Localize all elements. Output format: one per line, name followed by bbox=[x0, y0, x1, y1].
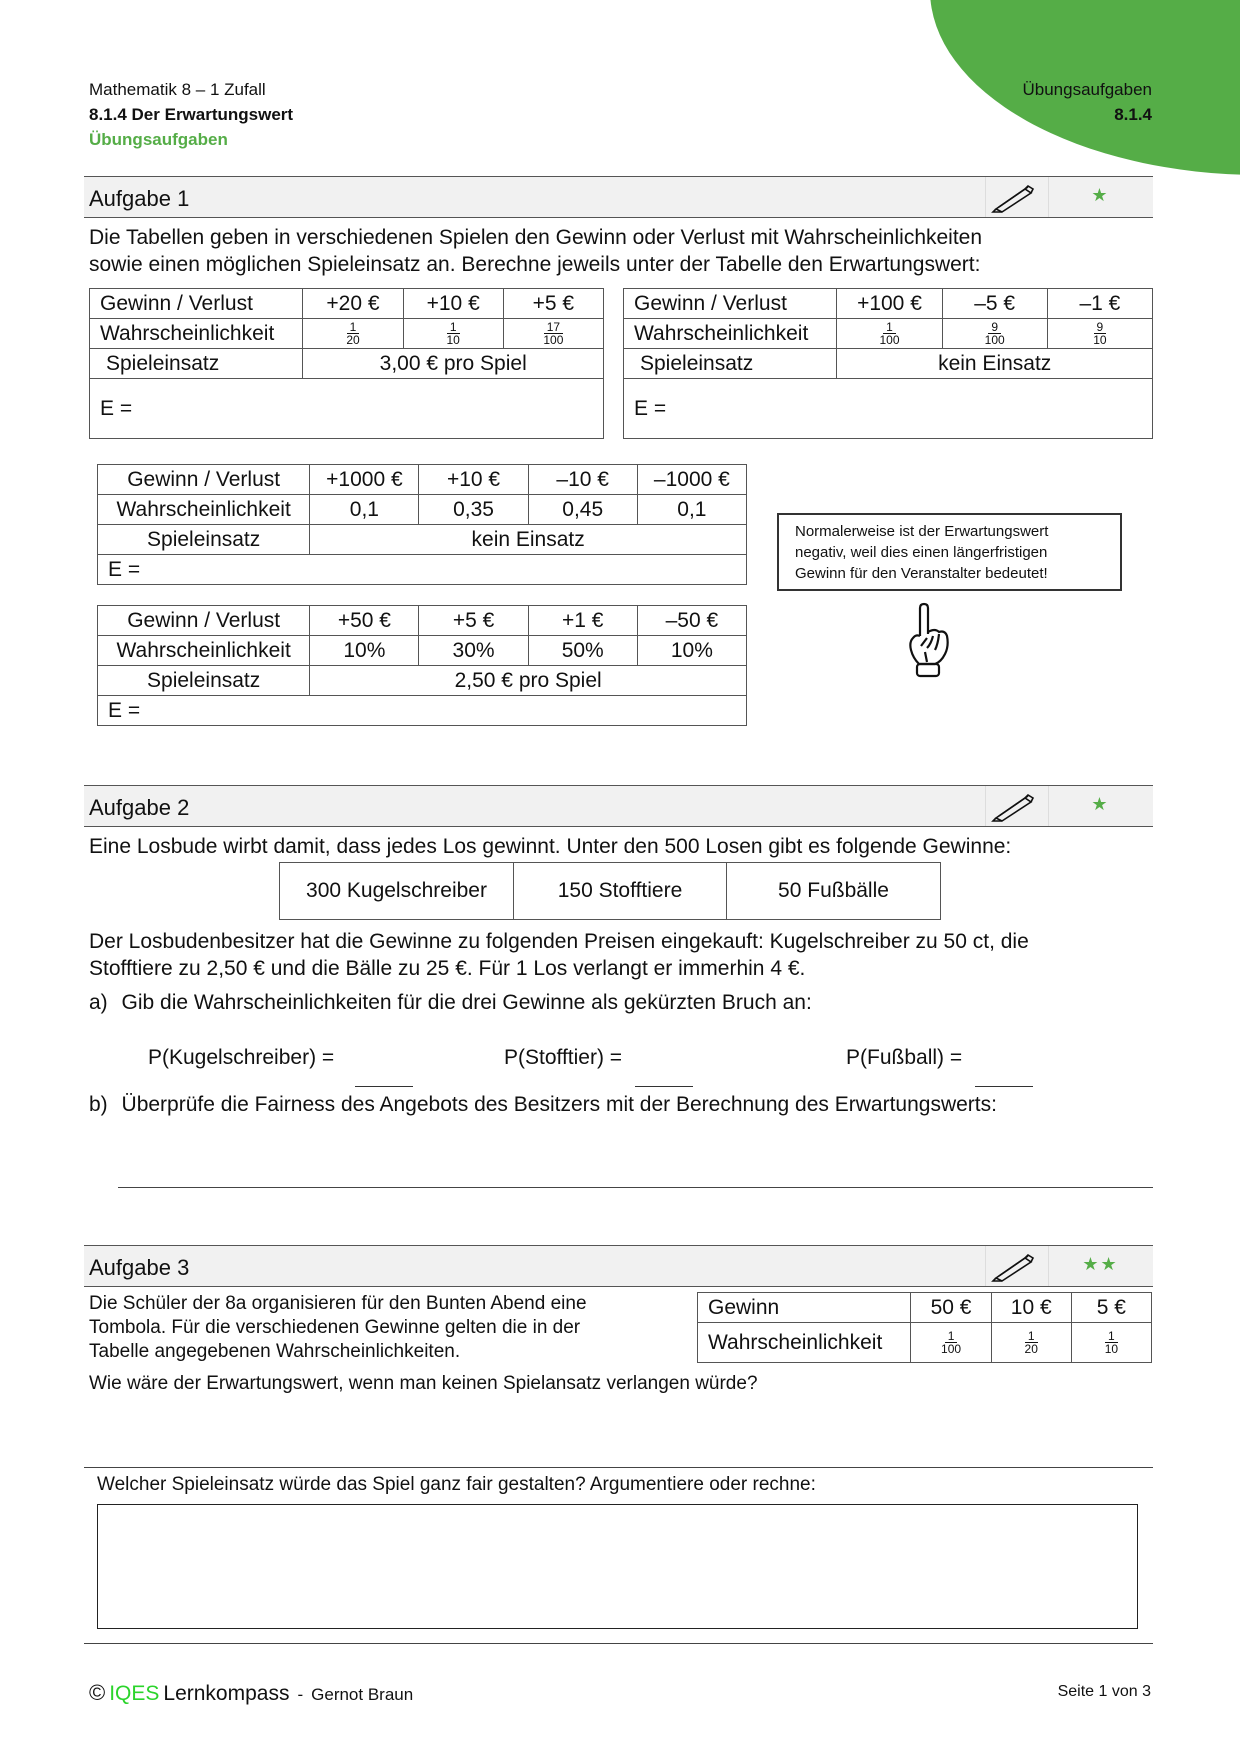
p-fussball-label: P(Fußball) = bbox=[846, 1046, 963, 1069]
difficulty-stars: ★★ bbox=[1082, 1254, 1119, 1274]
subject-line: Mathematik 8 – 1 Zufall bbox=[89, 80, 266, 99]
prices-line: Stofftiere zu 2,50 € und die Bälle zu 25 €. Für 1 Los verlangt er immerhin 4 €. bbox=[89, 957, 806, 980]
p-stofftier-label: P(Stofftier) = bbox=[504, 1046, 623, 1069]
prob-label: Wahrscheinlichkeit bbox=[98, 495, 310, 525]
note-line: Normalerweise ist der Erwartungswert bbox=[795, 523, 1049, 540]
prob-label: Wahrscheinlichkeit bbox=[90, 319, 303, 349]
prize-cell: 300 Kugelschreiber bbox=[280, 863, 514, 920]
prob-value: 0,1 bbox=[310, 495, 419, 525]
task3-text bbox=[89, 1292, 587, 1364]
page-number: Seite 1 von 3 bbox=[1057, 1683, 1151, 1700]
prob-value: $\frac{1}{20}$ bbox=[303, 319, 403, 349]
chapter-title: 8.1.4 Der Erwartungswert bbox=[89, 105, 294, 124]
part-a-text: Gib die Wahrscheinlichkeiten für die drei Gewinne als gekürzten Bruch an: bbox=[121, 991, 812, 1014]
game-table-3 bbox=[97, 464, 747, 585]
task2-part-b bbox=[89, 1091, 997, 1118]
prob-value: $\frac{17}{100}$ bbox=[503, 319, 603, 349]
gain-value: +50 € bbox=[310, 606, 419, 636]
prob-value: 0,35 bbox=[419, 495, 528, 525]
gain-value: +100 € bbox=[837, 289, 942, 319]
header-divider bbox=[985, 177, 986, 217]
difficulty-stars: ★ bbox=[1091, 185, 1110, 205]
stake-value: 2,50 € pro Spiel bbox=[310, 666, 747, 696]
expected-value-field[interactable]: E = bbox=[98, 555, 747, 585]
header-right-label: Übungsaufgaben bbox=[1022, 80, 1152, 99]
gain-value: –1 € bbox=[1047, 289, 1152, 319]
document-header bbox=[89, 77, 293, 152]
gain-value: –1000 € bbox=[637, 465, 746, 495]
task1-intro bbox=[89, 224, 982, 278]
intro-line: Die Tabellen geben in verschiedenen Spielen den Gewinn oder Verlust mit Wahrscheinlichkeiten bbox=[89, 226, 983, 249]
prob-value: $\frac{1}{10}$ bbox=[403, 319, 503, 349]
prob-value: 0,1 bbox=[637, 495, 746, 525]
task2-title: Aufgabe 2 bbox=[89, 795, 190, 820]
prob-label: Wahrscheinlichkeit bbox=[98, 636, 310, 666]
author: Gernot Braun bbox=[311, 1685, 414, 1704]
pointing-hand-icon bbox=[905, 602, 951, 682]
task3-question2: Welcher Spieleinsatz würde das Spiel ganz fair gestalten? Argumentiere oder rechne: bbox=[97, 1474, 816, 1495]
text-line: Tombola. Für die verschiedenen Gewinne gelten die in der bbox=[89, 1317, 581, 1338]
task2-part-a bbox=[89, 989, 812, 1016]
stake-value: 3,00 € pro Spiel bbox=[303, 349, 604, 379]
gain-value: +5 € bbox=[419, 606, 528, 636]
game-table-2 bbox=[623, 288, 1153, 439]
task3-header bbox=[84, 1245, 1153, 1287]
prize-cell: 150 Stofftiere bbox=[514, 863, 727, 920]
part-marker: a) bbox=[89, 991, 108, 1014]
gain-label: Gewinn / Verlust bbox=[90, 289, 303, 319]
task3-title: Aufgabe 3 bbox=[89, 1255, 190, 1280]
part-b-text: Überprüfe die Fairness des Angebots des Besitzers mit der Berechnung des Erwartungswerts: bbox=[121, 1093, 997, 1116]
prices-line: Der Losbudenbesitzer hat die Gewinne zu folgenden Preisen eingekauft: Kugelschreiber zu 50 ct, die bbox=[89, 930, 1029, 953]
gain-value: –10 € bbox=[528, 465, 637, 495]
fraction-answer-blank[interactable] bbox=[635, 1086, 693, 1087]
gain-label: Gewinn / Verlust bbox=[98, 606, 310, 636]
section-title: Übungsaufgaben bbox=[89, 130, 228, 149]
prob-value: 30% bbox=[419, 636, 528, 666]
stake-label: Spieleinsatz bbox=[90, 349, 303, 379]
task2-prices bbox=[89, 928, 1029, 982]
stake-label: Spieleinsatz bbox=[98, 525, 310, 555]
header-divider bbox=[985, 786, 986, 826]
text-line: Tabelle angegebenen Wahrscheinlichkeiten. bbox=[89, 1341, 461, 1362]
gain-label: Gewinn / Verlust bbox=[624, 289, 837, 319]
header-divider bbox=[985, 1246, 986, 1286]
p-kugelschreiber-label: P(Kugelschreiber) = bbox=[148, 1046, 335, 1069]
fraction-answer-blank[interactable] bbox=[975, 1086, 1033, 1087]
gain-value: +1000 € bbox=[310, 465, 419, 495]
gain-value: +5 € bbox=[503, 289, 603, 319]
prob-value: 10% bbox=[310, 636, 419, 666]
prob-label: Wahrscheinlichkeit bbox=[698, 1323, 911, 1363]
prob-value: $\frac{1}{100}$ bbox=[911, 1323, 991, 1363]
gain-value: –5 € bbox=[942, 289, 1047, 319]
prob-label: Wahrscheinlichkeit bbox=[624, 319, 837, 349]
hint-note bbox=[777, 513, 1122, 591]
prob-value: $\frac{1}{20}$ bbox=[991, 1323, 1071, 1363]
prob-value: $\frac{9}{100}$ bbox=[942, 319, 1047, 349]
gain-value: 50 € bbox=[911, 1293, 991, 1323]
tombola-table bbox=[697, 1292, 1152, 1363]
prize-cell: 50 Fußbälle bbox=[727, 863, 941, 920]
fraction-answer-blank[interactable] bbox=[355, 1086, 413, 1087]
note-line: negativ, weil dies einen längerfristigen bbox=[795, 544, 1048, 561]
stake-value: kein Einsatz bbox=[310, 525, 747, 555]
brand-lernkompass: Lernkompass bbox=[163, 1682, 290, 1705]
gain-value: +10 € bbox=[403, 289, 503, 319]
brand-iqes: IQES bbox=[109, 1682, 160, 1705]
expected-value-field[interactable]: E = bbox=[98, 696, 747, 726]
answer-line[interactable] bbox=[118, 1187, 1153, 1188]
gain-value: 5 € bbox=[1071, 1293, 1151, 1323]
footer-credit bbox=[89, 1680, 413, 1706]
gain-value: +10 € bbox=[419, 465, 528, 495]
prob-value: $\frac{1}{10}$ bbox=[1071, 1323, 1151, 1363]
header-right bbox=[1022, 77, 1152, 127]
text-line: Die Schüler der 8a organisieren für den Bunten Abend eine bbox=[89, 1293, 587, 1314]
task2-header bbox=[84, 785, 1153, 827]
note-line: Gewinn für den Veranstalter bedeutet! bbox=[795, 565, 1048, 582]
stake-label: Spieleinsatz bbox=[98, 666, 310, 696]
task2-intro: Eine Losbude wirbt damit, dass jedes Los gewinnt. Unter den 500 Losen gibt es folgende Gewinne: bbox=[89, 835, 1012, 858]
task1-title: Aufgabe 1 bbox=[89, 186, 190, 211]
section-divider bbox=[84, 1467, 1153, 1468]
stake-label: Spieleinsatz bbox=[624, 349, 837, 379]
gain-value: 10 € bbox=[991, 1293, 1071, 1323]
prob-value: 10% bbox=[637, 636, 746, 666]
gain-value: +20 € bbox=[303, 289, 403, 319]
prob-value: 0,45 bbox=[528, 495, 637, 525]
prob-value: $\frac{1}{100}$ bbox=[837, 319, 942, 349]
footer-separator: - bbox=[297, 1685, 304, 1704]
pencil-icon bbox=[991, 183, 1035, 213]
answer-box[interactable] bbox=[97, 1504, 1138, 1629]
gain-value: –50 € bbox=[637, 606, 746, 636]
prob-value: 50% bbox=[528, 636, 637, 666]
intro-line: sowie einen möglichen Spieleinsatz an. Berechne jeweils unter der Tabelle den Erwartungswert: bbox=[89, 253, 981, 276]
game-table-4 bbox=[97, 605, 747, 726]
prize-table bbox=[279, 862, 941, 920]
difficulty-stars: ★ bbox=[1091, 794, 1110, 814]
task3-question1: Wie wäre der Erwartungswert, wenn man keinen Spielansatz verlangen würde? bbox=[89, 1373, 758, 1394]
gain-label: Gewinn bbox=[698, 1293, 911, 1323]
game-table-1 bbox=[89, 288, 604, 439]
expected-value-field[interactable]: E = bbox=[90, 379, 604, 439]
section-divider bbox=[84, 1643, 1153, 1644]
header-right-code: 8.1.4 bbox=[1114, 105, 1152, 124]
task1-header bbox=[84, 176, 1153, 218]
part-marker: b) bbox=[89, 1093, 108, 1116]
prob-value: $\frac{9}{10}$ bbox=[1047, 319, 1152, 349]
stake-value: kein Einsatz bbox=[837, 349, 1153, 379]
expected-value-field[interactable]: E = bbox=[624, 379, 1153, 439]
copyright-icon: © bbox=[89, 1680, 106, 1705]
pencil-icon bbox=[991, 792, 1035, 822]
pencil-icon bbox=[991, 1252, 1035, 1282]
gain-value: +1 € bbox=[528, 606, 637, 636]
gain-label: Gewinn / Verlust bbox=[98, 465, 310, 495]
